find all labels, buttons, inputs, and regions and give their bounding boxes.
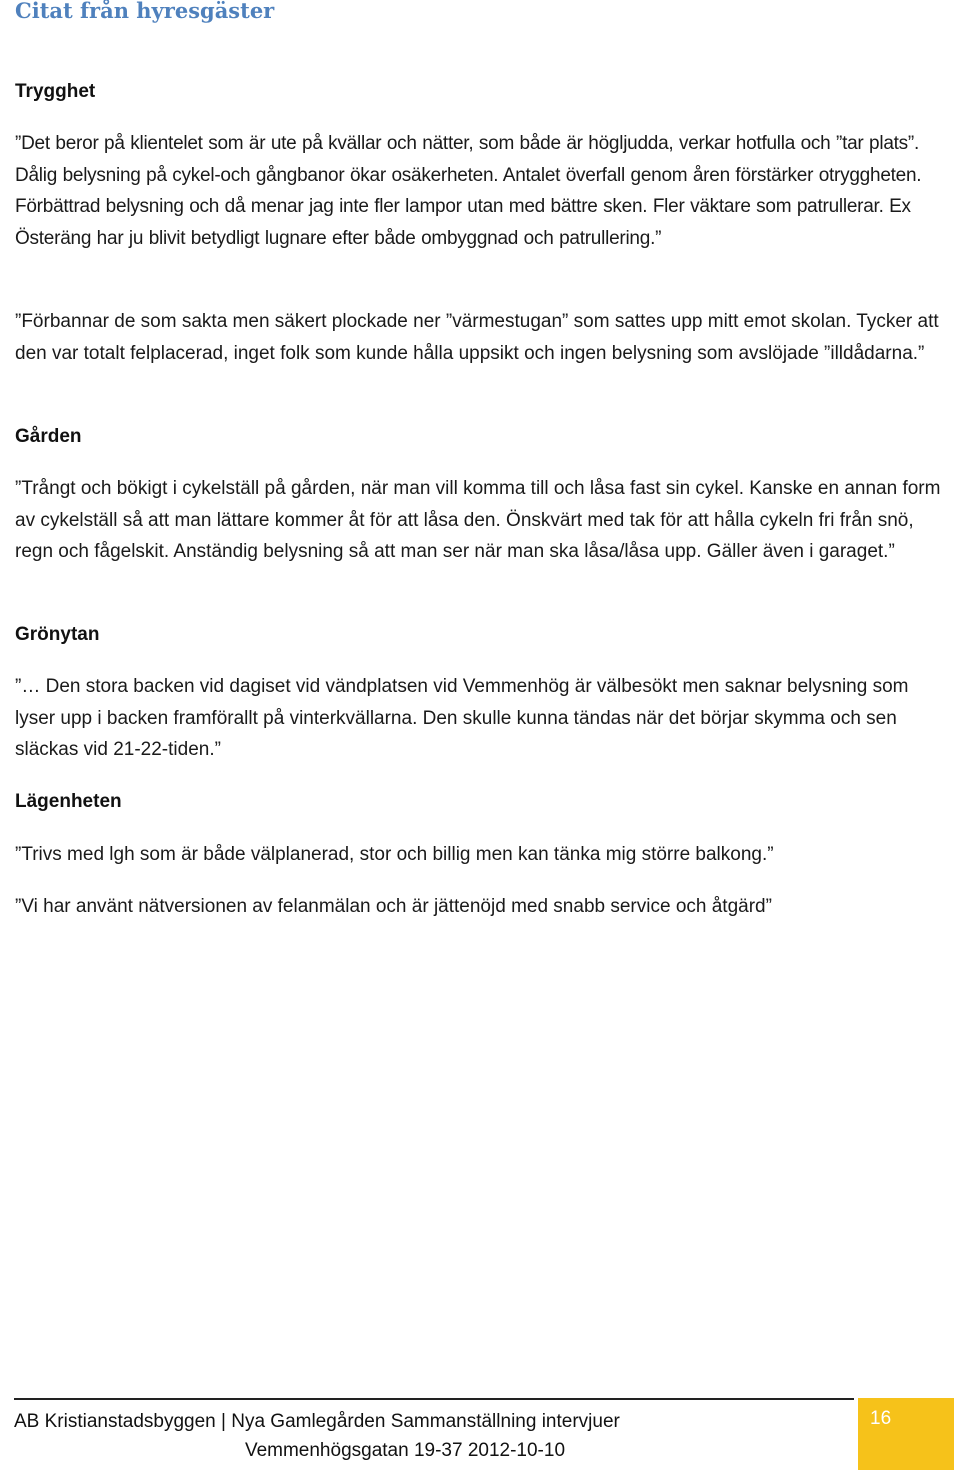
footer-company-line: AB Kristianstadsbyggen | Nya Gamlegården Sammanställning intervjuer — [14, 1411, 620, 1432]
section-heading-gronytan: Grönytan — [15, 624, 100, 645]
page-number: 16 — [870, 1408, 892, 1429]
footer — [14, 1407, 854, 1465]
quote-garden-1: ”Trångt och bökigt i cykelställ på gården, när man vill komma till och låsa fast sin cykel. Kanske en annan form av cykelställ så att man lättare kommer åt för att låsa den. Önskvärt med tak för att hålla cykeln fri från snö, regn och fågelskit. Anständig belysning så att man ser när man ska låsa/låsa upp. Gäller även i garaget.” — [15, 478, 941, 562]
footer-divider — [14, 1398, 854, 1400]
section-heading-lagenheten: Lägenheten — [15, 791, 122, 812]
quote-trygghet-2: ”Förbannar de som sakta men säkert plockade ner ”värmestugan” som sattes upp mitt emot skolan. Tycker att den var totalt felplacerad, inget folk som kunde hålla uppsikt och ingen belysning som avslöjade ”illdådarna.” — [15, 311, 939, 364]
quote-lagenheten-2: ”Vi har använt nätversionen av felanmälan och är jättenöjd med snabb service och åtgärd” — [15, 896, 772, 917]
page-title: Citat från hyresgäster — [15, 0, 275, 23]
quote-trygghet-1: ”Det beror på klientelet som är ute på kvällar och nätter, som både är högljudda, verkar hotfulla och ”tar plats”. Dålig belysning på cykel-och gångbanor ökar osäkerheten. Antalet överfall genom åren förstärker otryggheten. Förbättrad belysning och då menar jag inte fler lampor utan med bättre sken. Fler väktare som patrullerar. Ex Österäng har ju blivit betydligt lugnare efter både ombyggnad och patrullering.” — [15, 133, 922, 249]
section-heading-garden: Gården — [15, 426, 82, 447]
quote-lagenheten-1: ”Trivs med lgh som är både välplanerad, stor och billig men kan tänka mig större balkong.” — [15, 844, 774, 865]
page-number-box — [858, 1398, 954, 1470]
section-heading-trygghet: Trygghet — [15, 81, 96, 102]
footer-address-date: Vemmenhögsgatan 19-37 2012-10-10 — [244, 1440, 566, 1461]
quote-gronytan-1: ”… Den stora backen vid dagiset vid vändplatsen vid Vemmenhög är välbesökt men saknar belysning som lyser upp i backen framförallt på vinterkvällarna. Den skulle kunna tändas när det börjar skymma och sen släckas vid 21-22-tiden.” — [15, 676, 909, 760]
